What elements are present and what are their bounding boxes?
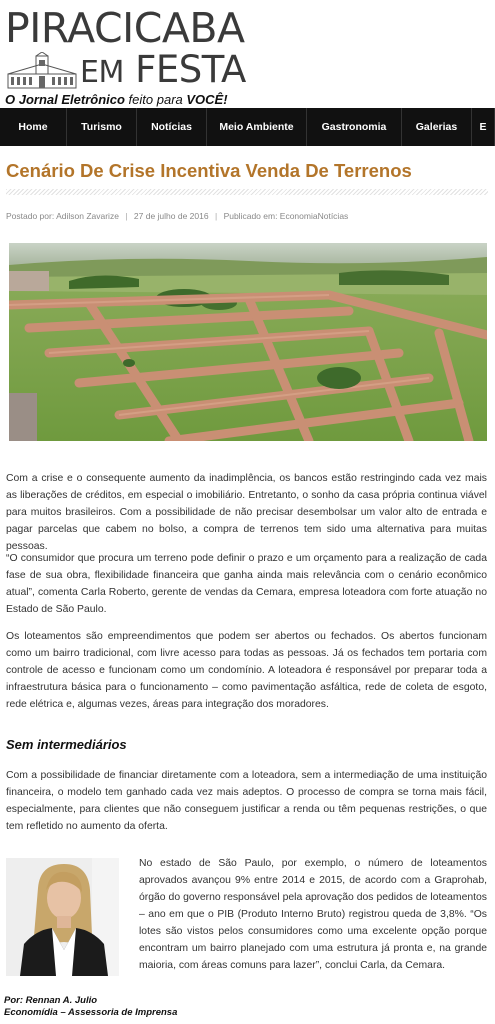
site-header xyxy=(0,0,495,108)
tagline-part-c: VOCÊ! xyxy=(186,92,228,107)
article-meta xyxy=(6,211,348,221)
article-paragraph-1: Com a crise e o consequente aumento da inadimplência, os bancos estão restringindo cada vez mais as liberações de créditos, em especial o imobiliário. Entretanto, o sonho da casa própria continua viável para muitos brasileiros. Com a possibilidade de não precisar desembolsar um valor alto de entrada e pagar parcelas que cabem no bolso, a compra de terrenos tem sido uma alternativa para muitas pessoas. xyxy=(6,473,487,552)
nav-item-turismo[interactable]: Turismo xyxy=(67,108,137,146)
meta-separator: | xyxy=(214,211,218,221)
article-photo xyxy=(9,243,487,441)
nav-item-galerias[interactable]: Galerias xyxy=(402,108,472,146)
article-credit xyxy=(4,995,177,1019)
article-paragraph-4: Com a possibilidade de financiar diretamente com a loteadora, sem a intermediação de uma instituição financeira, o modelo tem ganhado cada vez mais adeptos. O processo de compra se torna mais fácil, especialmente, para clientes que não conseguem justificar a renda ou têm pequenas restrições, o que tem refletido no aumento da oferta. xyxy=(6,770,487,832)
tagline-part-b: feito para xyxy=(128,92,183,107)
city-skyline-icon xyxy=(6,52,78,90)
article-title[interactable]: Cenário De Crise Incentiva Venda De Terrenos xyxy=(6,160,412,181)
article-paragraph-2: “O consumidor que procura um terreno pode definir o prazo e um orçamento para a realização de cada fase de sua obra, flexibilidade financeira que ganha ainda mais relevância com o cenário econômico atual”, comenta Carla Roberto, gerente de vendas da Cemara, empresa loteadora com forte atuação no Estado de São Paulo. xyxy=(6,553,487,615)
meta-date: 27 de julho de 2016 xyxy=(133,211,209,221)
logo-festa: FESTA xyxy=(135,48,246,91)
nav-item-more[interactable]: E xyxy=(472,108,495,146)
nav-item-home[interactable]: Home xyxy=(0,108,67,146)
meta-category[interactable]: Publicado em: EconomiaNotícias xyxy=(223,211,349,221)
meta-author[interactable]: Postado por: Adilson Zavarize xyxy=(6,211,119,221)
aerial-lots-image xyxy=(9,243,487,441)
logo-em: EM xyxy=(80,55,124,90)
nav-item-gastronomia[interactable]: Gastronomia xyxy=(307,108,402,146)
article-paragraph-5: No estado de São Paulo, por exemplo, o número de loteamentos aprovados avançou 9% entre 2014 e 2015, de acordo com a Graprohab, órgão do governo responsável pela aprovação dos pedidos de loteamentos – ano em que o PIB (Produto Interno Bruto) registrou queda de 3,8%. “Os lotes são vistos pelos consumidores como uma excelente opção porque encontram um bairro planejado com uma estrutura já pronta e, na grande maioria, com áreas comuns para lazer”, conclui Carla, da Cemara. xyxy=(139,858,487,971)
credit-agency: Economídia – Assessoria de Imprensa xyxy=(4,1007,178,1018)
spokesperson-photo xyxy=(6,858,119,976)
nav-item-noticias[interactable]: Notícias xyxy=(137,108,207,146)
article-paragraph-3: Os loteamentos são empreendimentos que podem ser abertos ou fechados. Os abertos funcionam como um bairro tradicional, com livre acesso para todas as pessoas. Já os fechados tem portaria com controle de acesso e funcionam como um condomínio. A loteadora é responsável por preparar toda a infraestrutura básica para o funcionamento – como pavimentação asfáltica, rede de coleta de esgoto, rede elétrica e, algumas vezes, áreas para integração dos moradores. xyxy=(6,631,487,710)
credit-author: Por: Rennan A. Julio xyxy=(4,995,98,1006)
main-nav xyxy=(0,108,495,146)
tagline-part-a: O Jornal Eletrônico xyxy=(5,92,125,107)
logo-tagline xyxy=(5,92,228,107)
section-heading: Sem intermediários xyxy=(6,737,127,752)
logo-subtitle[interactable] xyxy=(80,50,246,93)
woman-portrait-image xyxy=(6,858,119,976)
meta-separator: | xyxy=(125,211,128,221)
title-divider xyxy=(6,189,488,195)
logo-title[interactable]: PIRACICABA xyxy=(5,4,245,52)
nav-item-meio-ambiente[interactable]: Meio Ambiente xyxy=(207,108,307,146)
